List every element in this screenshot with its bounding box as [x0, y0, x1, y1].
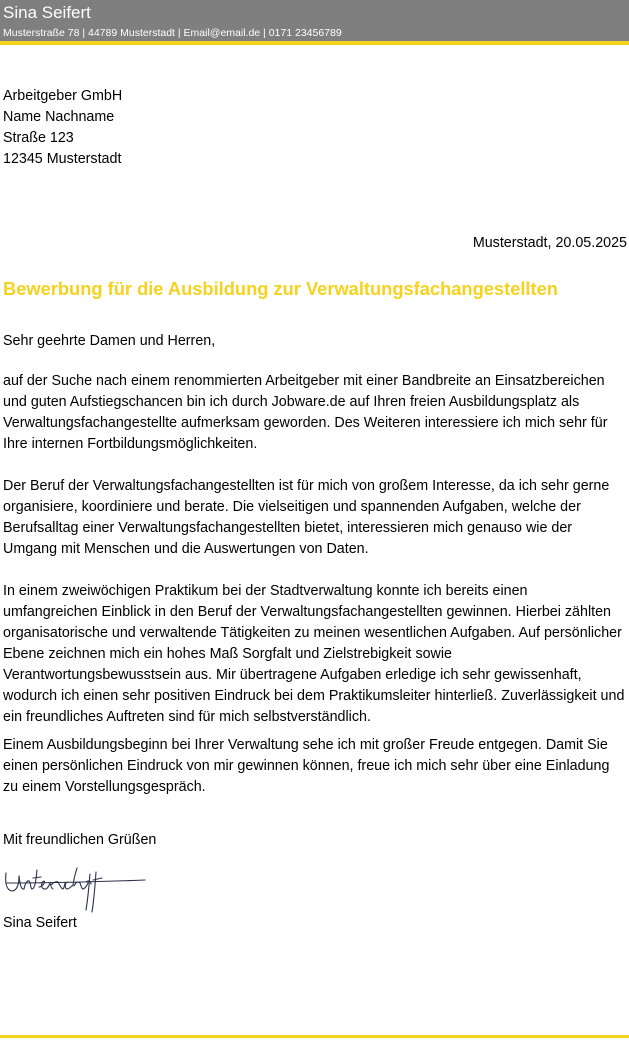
- body-paragraph-2: Der Beruf der Verwaltungsfachangestellten ist für mich von großem Interesse, da ich sehr gerne organisiere, koordiniere und berate. Die vielseitigen und spannenden Aufgaben, welche der Berufsalltag einer Verwaltungsfachangestellten bietet, interessieren mich genauso wie der Umgang mit Menschen und die Auswertungen von Daten.: [3, 478, 610, 557]
- letterhead: [0, 0, 629, 42]
- closing-phrase: Mit freundlichen Grüßen: [3, 832, 157, 848]
- footer-accent-bar: [0, 1035, 629, 1038]
- handwritten-signature: [2, 860, 148, 916]
- recipient-city: 12345 Musterstadt: [3, 151, 122, 167]
- recipient-street: Straße 123: [3, 130, 74, 146]
- body-paragraph-4: Einem Ausbildungsbeginn bei Ihrer Verwaltung sehe ich mit großer Freude entgegen. Damit Sie einen persönlichen Eindruck von mir gewinnen können, freue ich mich sehr über eine Einladung zu einem Vorstellungsgespräch.: [3, 737, 610, 795]
- sender-name: Sina Seifert: [3, 3, 91, 22]
- signer-name: Sina Seifert: [3, 915, 77, 931]
- recipient-company: Arbeitgeber GmbH: [3, 88, 123, 104]
- letterhead-accent-bar: [0, 41, 629, 45]
- letter-subject: Bewerbung für die Ausbildung zur Verwaltungsfachangestellten: [3, 278, 558, 299]
- recipient-address: [3, 86, 122, 170]
- salutation: Sehr geehrte Damen und Herren,: [3, 333, 216, 349]
- body-paragraph-1: auf der Suche nach einem renommierten Arbeitgeber mit einer Bandbreite an Einsatzbereichen und guten Aufstiegschancen bin ich durch Jobware.de auf Ihren freien Ausbildungsplatz als Verwaltungsfachangestellte aufmerksam geworden. Des Weiteren interessiere ich mich sehr für Ihre internen Fortbildungsmöglichkeiten.: [3, 373, 608, 452]
- letter-body: [3, 371, 625, 798]
- sender-contact-line: Musterstraße 78 | 44789 Musterstadt | Email@email.de | 0171 23456789: [3, 27, 342, 39]
- body-paragraph-3: In einem zweiwöchigen Praktikum bei der Stadtverwaltung konnte ich bereits einen umfangreichen Einblick in den Beruf der Verwaltungsfachangestellten gewinnen. Hierbei zählten organisatorische und verwaltende Tätigkeiten zu meinen wesentlichen Aufgaben. Auf persönlicher Ebene zeichnen mich ein hohes Maß Sorgfalt und Zielstrebigkeit sowie Verantwortungsbewusstsein aus. Mir übertragene Aufgaben erledige ich sehr gewissenhaft, wodurch ich einen sehr positiven Eindruck bei dem Praktikumsleiter hinterließ. Zuverlässigkeit und ein freundliches Auftreten sind für mich selbstverständlich.: [3, 583, 625, 725]
- letter-date: Musterstadt, 20.05.2025: [472, 235, 627, 251]
- recipient-person: Name Nachname: [3, 109, 115, 125]
